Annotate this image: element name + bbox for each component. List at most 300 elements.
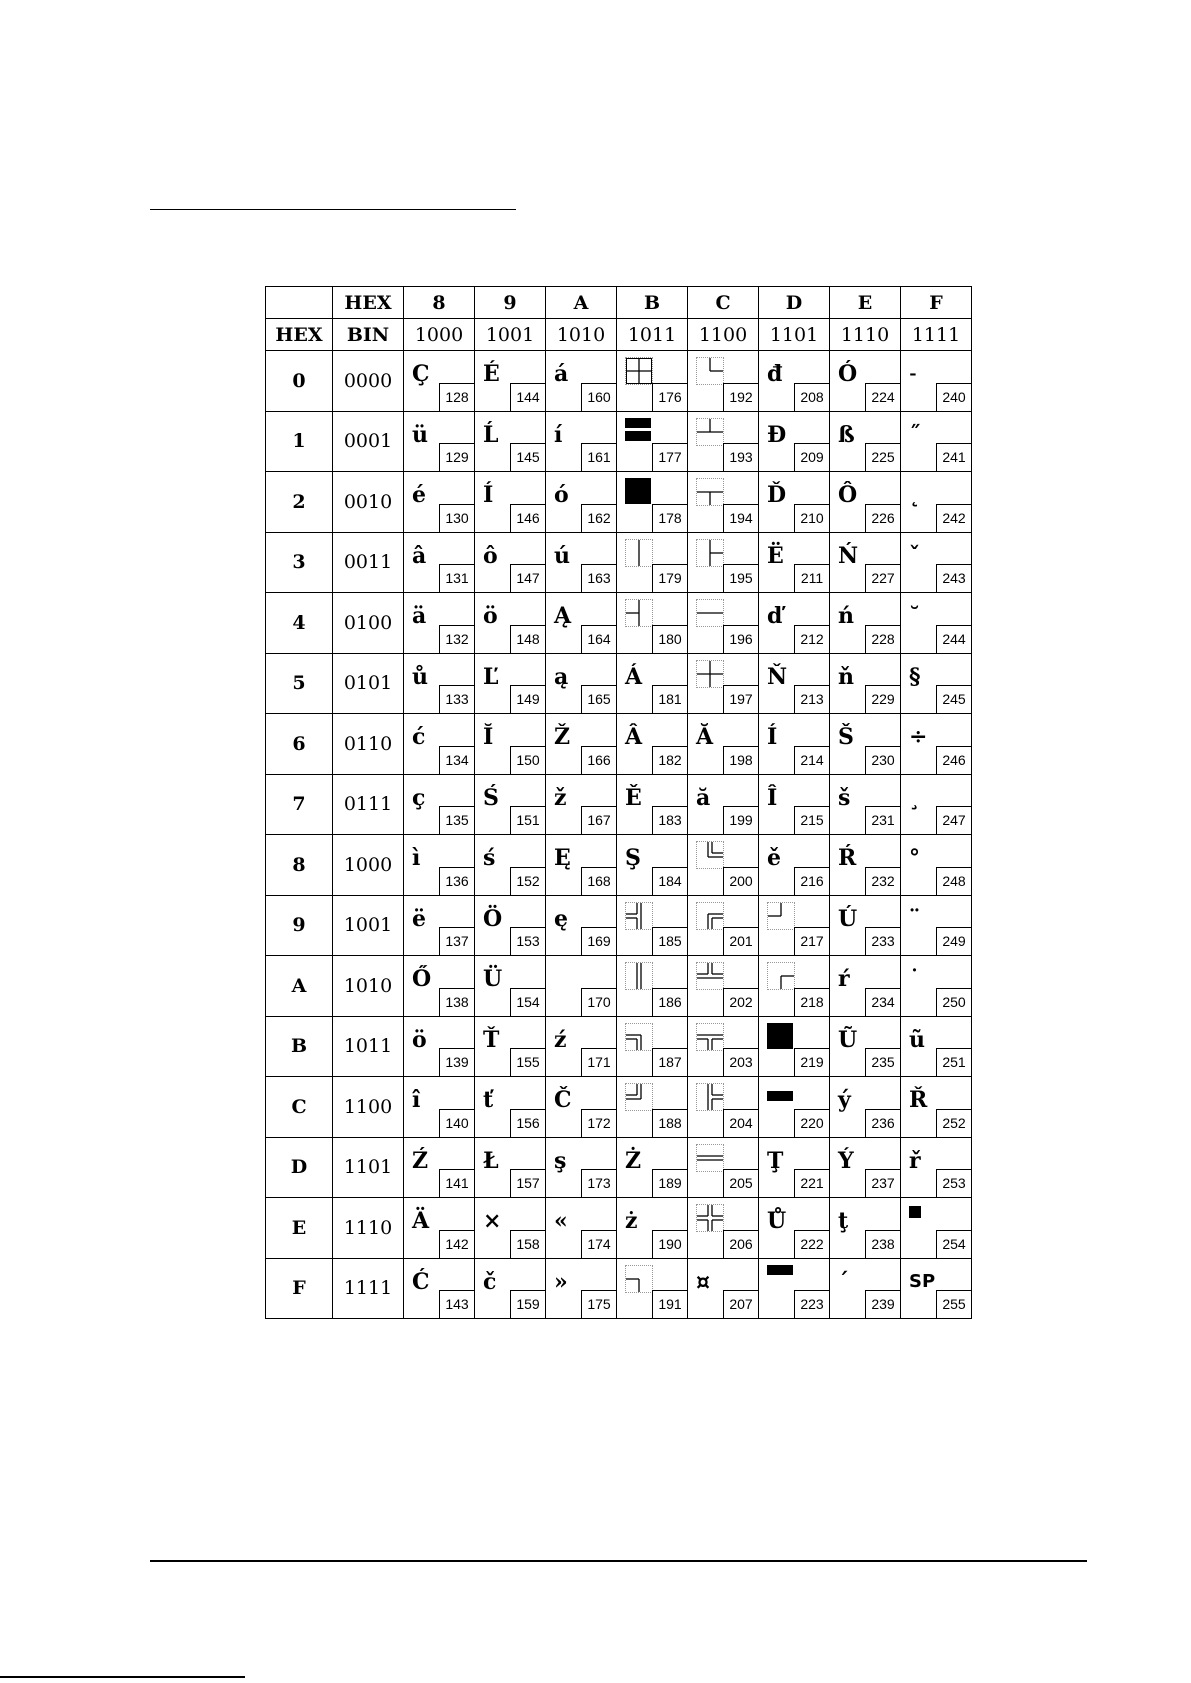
box-cross-icon xyxy=(625,357,653,385)
char-code: 169 xyxy=(581,927,616,955)
char-cell xyxy=(759,532,830,593)
char-code: 147 xyxy=(510,564,545,592)
char-cell xyxy=(404,1198,475,1259)
char-code: 214 xyxy=(794,746,829,774)
char-code: 130 xyxy=(439,504,474,532)
char-cell xyxy=(901,774,972,835)
row-header-hex: 7 xyxy=(266,774,333,835)
char-glyph: ś xyxy=(483,845,496,871)
row-header-hex: E xyxy=(266,1198,333,1259)
char-code: 157 xyxy=(510,1169,545,1197)
char-code: 218 xyxy=(794,988,829,1016)
row-header-hex: 5 xyxy=(266,653,333,714)
char-glyph: ô xyxy=(483,542,498,569)
row-header-hex: 3 xyxy=(266,532,333,593)
char-cell xyxy=(617,1137,688,1198)
char-code: 249 xyxy=(936,927,971,955)
char-cell xyxy=(901,593,972,654)
char-cell xyxy=(546,653,617,714)
bottom-rule xyxy=(150,1560,1087,1562)
char-cell xyxy=(901,532,972,593)
char-cell xyxy=(688,714,759,775)
char-code: 245 xyxy=(936,685,971,713)
char-code: 184 xyxy=(652,867,687,895)
char-code: 242 xyxy=(936,504,971,532)
char-glyph: Ě xyxy=(625,784,642,811)
char-code: 145 xyxy=(510,443,545,471)
char-glyph: ž xyxy=(554,784,567,811)
char-cell xyxy=(617,835,688,896)
char-glyph: SP xyxy=(909,1270,936,1292)
char-cell xyxy=(617,895,688,956)
char-glyph: ż xyxy=(625,1208,638,1234)
char-code: 167 xyxy=(581,806,616,834)
char-code: 179 xyxy=(652,564,687,592)
char-cell xyxy=(404,1016,475,1077)
char-glyph: Ŕ xyxy=(838,845,857,871)
char-code: 175 xyxy=(581,1290,616,1318)
table-row xyxy=(266,956,972,1017)
char-cell xyxy=(759,895,830,956)
char-glyph: Ü xyxy=(483,966,503,992)
block-full-icon xyxy=(625,478,651,504)
box-cross-small-icon xyxy=(696,660,724,688)
char-glyph: ě xyxy=(767,845,781,871)
char-code: 240 xyxy=(936,383,971,411)
char-code: 171 xyxy=(581,1048,616,1076)
row-header-bin: 1100 xyxy=(333,1077,404,1138)
char-code: 193 xyxy=(723,443,758,471)
char-glyph: Ł xyxy=(483,1147,499,1174)
char-cell xyxy=(546,593,617,654)
table-row xyxy=(266,774,972,835)
char-code: 192 xyxy=(723,383,758,411)
char-code: 144 xyxy=(510,383,545,411)
char-code: 190 xyxy=(652,1230,687,1258)
char-code: 165 xyxy=(581,685,616,713)
char-glyph: š xyxy=(838,784,851,811)
char-cell xyxy=(404,653,475,714)
box-double-vertical-icon xyxy=(625,962,653,990)
char-glyph: ũ xyxy=(909,1026,925,1053)
char-code: 174 xyxy=(581,1230,616,1258)
char-cell xyxy=(759,1258,830,1319)
char-cell xyxy=(759,714,830,775)
row-header-hex: 2 xyxy=(266,472,333,533)
hex-header: HEX xyxy=(333,287,404,319)
box-double-tee-down-icon xyxy=(696,1023,724,1051)
char-cell xyxy=(830,411,901,472)
char-glyph: Ő xyxy=(412,966,432,992)
char-glyph: Î xyxy=(767,784,778,811)
corner-cell xyxy=(266,287,333,319)
char-cell xyxy=(475,774,546,835)
char-glyph: ů xyxy=(412,663,428,690)
char-glyph: ¸ xyxy=(909,784,920,811)
box-double-corner-tr-icon xyxy=(625,1023,653,1051)
char-code: 200 xyxy=(723,867,758,895)
char-cell xyxy=(688,1198,759,1259)
box-tee-up-icon xyxy=(696,418,724,446)
char-cell xyxy=(830,895,901,956)
char-cell xyxy=(617,774,688,835)
block-large-icon xyxy=(767,1023,793,1049)
char-cell xyxy=(759,593,830,654)
char-glyph: ç xyxy=(412,784,426,811)
char-glyph: Ó xyxy=(838,361,858,387)
char-code: 154 xyxy=(510,988,545,1016)
char-cell xyxy=(546,532,617,593)
char-code: 133 xyxy=(439,685,474,713)
char-code: 223 xyxy=(794,1290,829,1318)
char-cell xyxy=(688,1077,759,1138)
box-vertical-icon xyxy=(625,539,653,567)
char-code: 229 xyxy=(865,685,900,713)
char-code: 238 xyxy=(865,1230,900,1258)
box-double-corner-bl-icon xyxy=(696,841,724,869)
row-header-bin: 1010 xyxy=(333,956,404,1017)
char-code: 204 xyxy=(723,1109,758,1137)
char-glyph: « xyxy=(554,1208,568,1234)
char-code: 255 xyxy=(936,1290,971,1318)
row-header-bin: 0110 xyxy=(333,714,404,775)
char-code: 159 xyxy=(510,1290,545,1318)
char-code: 173 xyxy=(581,1169,616,1197)
char-cell xyxy=(617,653,688,714)
char-cell xyxy=(404,956,475,1017)
char-glyph: ń xyxy=(838,603,854,629)
char-cell xyxy=(830,653,901,714)
char-code: 128 xyxy=(439,383,474,411)
char-code: 212 xyxy=(794,625,829,653)
char-cell xyxy=(759,411,830,472)
char-cell xyxy=(404,411,475,472)
char-glyph: Ť xyxy=(483,1026,500,1053)
char-code: 236 xyxy=(865,1109,900,1137)
char-cell xyxy=(688,895,759,956)
char-code: 202 xyxy=(723,988,758,1016)
char-cell xyxy=(901,895,972,956)
char-code: 166 xyxy=(581,746,616,774)
row-header-hex: 0 xyxy=(266,351,333,412)
char-code: 176 xyxy=(652,383,687,411)
char-code: 189 xyxy=(652,1169,687,1197)
row-header-bin: 1001 xyxy=(333,895,404,956)
char-code: 248 xyxy=(936,867,971,895)
char-glyph: ˇ xyxy=(909,542,920,569)
char-cell xyxy=(617,956,688,1017)
block-upper-icon xyxy=(767,1265,793,1291)
char-cell xyxy=(901,1258,972,1319)
char-glyph: ü xyxy=(412,421,428,448)
char-cell xyxy=(901,1016,972,1077)
char-glyph: ş xyxy=(554,1147,567,1174)
table-row xyxy=(266,895,972,956)
char-cell xyxy=(901,1077,972,1138)
char-glyph: Ý xyxy=(838,1147,854,1174)
char-cell xyxy=(759,1137,830,1198)
char-glyph: Â xyxy=(625,724,643,750)
char-glyph: Ć xyxy=(412,1268,430,1295)
char-cell xyxy=(404,532,475,593)
row-header-hex: C xyxy=(266,1077,333,1138)
char-cell xyxy=(475,895,546,956)
char-code: 221 xyxy=(794,1169,829,1197)
char-glyph: ö xyxy=(412,1026,427,1053)
row-header-hex: 8 xyxy=(266,835,333,896)
char-code: 151 xyxy=(510,806,545,834)
char-code: 187 xyxy=(652,1048,687,1076)
col-header-bin: 1010 xyxy=(546,319,617,351)
col-header-bin: 1111 xyxy=(901,319,972,351)
char-glyph: ´ xyxy=(838,1268,849,1295)
char-cell xyxy=(830,835,901,896)
char-code: 241 xyxy=(936,443,971,471)
char-glyph: Ú xyxy=(838,905,858,932)
char-glyph: É xyxy=(483,361,500,387)
char-code: 230 xyxy=(865,746,900,774)
row-header-bin: 0101 xyxy=(333,653,404,714)
char-glyph: Ĺ xyxy=(483,421,499,448)
char-cell xyxy=(759,1198,830,1259)
char-cell xyxy=(901,1198,972,1259)
char-code: 142 xyxy=(439,1230,474,1258)
col-header-hex: A xyxy=(546,287,617,319)
char-glyph: ˛ xyxy=(909,482,920,508)
char-glyph: ˘ xyxy=(909,603,920,629)
char-cell xyxy=(617,351,688,412)
char-cell xyxy=(901,472,972,533)
char-cell xyxy=(475,1258,546,1319)
char-glyph: Ů xyxy=(767,1208,787,1234)
char-code: 191 xyxy=(652,1290,687,1318)
char-cell xyxy=(759,774,830,835)
char-glyph: Ö xyxy=(483,905,503,932)
row-header-hex: 1 xyxy=(266,411,333,472)
header-row-hex xyxy=(266,287,972,319)
char-cell xyxy=(688,411,759,472)
char-code: 233 xyxy=(865,927,900,955)
char-code: 146 xyxy=(510,504,545,532)
col-header-hex: B xyxy=(617,287,688,319)
char-code: 164 xyxy=(581,625,616,653)
char-cell xyxy=(475,1198,546,1259)
char-cell xyxy=(475,351,546,412)
char-cell xyxy=(830,956,901,1017)
char-cell xyxy=(688,472,759,533)
char-cell xyxy=(546,895,617,956)
char-code: 132 xyxy=(439,625,474,653)
char-code: 160 xyxy=(581,383,616,411)
char-glyph: Ą xyxy=(554,603,572,629)
char-code: 234 xyxy=(865,988,900,1016)
char-glyph: Ô xyxy=(838,482,858,508)
char-glyph: Ř xyxy=(909,1087,928,1113)
char-glyph: í xyxy=(554,421,563,448)
char-code: 183 xyxy=(652,806,687,834)
char-cell xyxy=(404,1258,475,1319)
col-header-hex: C xyxy=(688,287,759,319)
table-row xyxy=(266,532,972,593)
char-glyph: » xyxy=(554,1268,568,1295)
char-code: 180 xyxy=(652,625,687,653)
char-glyph: § xyxy=(909,663,921,690)
col-header-bin: 1011 xyxy=(617,319,688,351)
char-code: 134 xyxy=(439,746,474,774)
char-cell xyxy=(546,956,617,1017)
char-glyph: ą xyxy=(554,663,569,690)
char-code: 252 xyxy=(936,1109,971,1137)
row-header-bin: 0000 xyxy=(333,351,404,412)
char-cell xyxy=(617,714,688,775)
char-glyph: ť xyxy=(483,1087,494,1113)
table-row xyxy=(266,411,972,472)
char-code: 129 xyxy=(439,443,474,471)
char-code: 217 xyxy=(794,927,829,955)
char-glyph: Đ xyxy=(767,421,787,448)
char-cell xyxy=(901,351,972,412)
char-glyph: Á xyxy=(625,663,643,690)
char-glyph: Ń xyxy=(838,542,859,569)
table-row xyxy=(266,1258,972,1319)
char-glyph: á xyxy=(554,361,569,387)
char-cell xyxy=(546,472,617,533)
char-cell xyxy=(830,532,901,593)
char-glyph: ¨ xyxy=(909,905,920,932)
table-row xyxy=(266,593,972,654)
char-cell xyxy=(617,472,688,533)
char-code: 163 xyxy=(581,564,616,592)
char-code: 188 xyxy=(652,1109,687,1137)
char-code: 140 xyxy=(439,1109,474,1137)
char-cell xyxy=(475,1137,546,1198)
char-cell xyxy=(546,1258,617,1319)
char-cell xyxy=(617,1198,688,1259)
char-code: 239 xyxy=(865,1290,900,1318)
char-cell xyxy=(759,653,830,714)
table-row xyxy=(266,835,972,896)
char-cell xyxy=(901,714,972,775)
char-cell xyxy=(404,1077,475,1138)
char-glyph: Ţ xyxy=(767,1147,784,1174)
char-code: 138 xyxy=(439,988,474,1016)
char-cell xyxy=(404,593,475,654)
char-glyph: Ľ xyxy=(483,663,499,690)
char-cell xyxy=(830,1198,901,1259)
box-tee-right-icon xyxy=(696,539,724,567)
col-header-bin: 1000 xyxy=(404,319,475,351)
char-cell xyxy=(475,653,546,714)
char-code: 152 xyxy=(510,867,545,895)
char-glyph: ý xyxy=(838,1087,851,1113)
char-glyph: ă xyxy=(696,784,711,811)
char-cell xyxy=(475,1077,546,1138)
char-code: 220 xyxy=(794,1109,829,1137)
char-cell xyxy=(546,351,617,412)
char-cell xyxy=(617,1077,688,1138)
char-glyph: Í xyxy=(483,482,494,508)
char-glyph: Ę xyxy=(554,845,571,871)
char-glyph: ć xyxy=(412,724,426,750)
char-code: 137 xyxy=(439,927,474,955)
char-code: 232 xyxy=(865,867,900,895)
char-code: 194 xyxy=(723,504,758,532)
hex-row-header: HEX xyxy=(266,319,333,351)
char-code: 139 xyxy=(439,1048,474,1076)
char-code: 247 xyxy=(936,806,971,834)
char-glyph: Č xyxy=(554,1087,572,1113)
char-code: 199 xyxy=(723,806,758,834)
char-cell xyxy=(759,351,830,412)
row-header-bin: 1101 xyxy=(333,1137,404,1198)
char-glyph: â xyxy=(412,542,427,569)
char-code: 153 xyxy=(510,927,545,955)
char-glyph: č xyxy=(483,1268,497,1295)
char-cell xyxy=(901,835,972,896)
row-header-bin: 1111 xyxy=(333,1258,404,1319)
char-code: 225 xyxy=(865,443,900,471)
block-lower-icon xyxy=(767,1083,793,1109)
char-cell xyxy=(475,714,546,775)
char-cell xyxy=(546,1016,617,1077)
char-code: 143 xyxy=(439,1290,474,1318)
char-code: 219 xyxy=(794,1048,829,1076)
char-glyph: Š xyxy=(838,724,854,750)
box-double-horizontal-icon xyxy=(696,1144,724,1172)
row-header-hex: 4 xyxy=(266,593,333,654)
char-cell xyxy=(830,1258,901,1319)
char-code: 172 xyxy=(581,1109,616,1137)
col-header-bin: 1100 xyxy=(688,319,759,351)
row-header-bin: 1110 xyxy=(333,1198,404,1259)
char-glyph: ˙ xyxy=(909,966,920,992)
char-cell xyxy=(546,1198,617,1259)
char-glyph: ř xyxy=(909,1147,921,1174)
char-code: 228 xyxy=(865,625,900,653)
char-code: 231 xyxy=(865,806,900,834)
square-icon xyxy=(909,1204,935,1230)
char-code: 215 xyxy=(794,806,829,834)
char-cell xyxy=(617,593,688,654)
char-code: 185 xyxy=(652,927,687,955)
row-header-hex: F xyxy=(266,1258,333,1319)
char-code: 210 xyxy=(794,504,829,532)
char-cell xyxy=(404,895,475,956)
char-code: 250 xyxy=(936,988,971,1016)
char-code: 170 xyxy=(581,988,616,1016)
char-code: 208 xyxy=(794,383,829,411)
char-code: 161 xyxy=(581,443,616,471)
char-glyph: ˗ xyxy=(909,361,918,387)
char-code: 213 xyxy=(794,685,829,713)
char-cell xyxy=(475,835,546,896)
char-glyph: ° xyxy=(909,845,920,871)
block-half-icon xyxy=(625,418,651,444)
box-corner-tl-icon xyxy=(767,962,795,990)
char-cell xyxy=(830,1016,901,1077)
char-cell xyxy=(901,653,972,714)
char-cell xyxy=(546,1137,617,1198)
char-glyph: Ś xyxy=(483,784,499,811)
box-double-tee-right-icon xyxy=(696,1083,724,1111)
col-header-hex: E xyxy=(830,287,901,319)
col-header-bin: 1110 xyxy=(830,319,901,351)
char-glyph: é xyxy=(412,482,426,508)
char-code: 227 xyxy=(865,564,900,592)
char-cell xyxy=(617,411,688,472)
box-double-tee-up-icon xyxy=(696,962,724,990)
row-header-bin: 1011 xyxy=(333,1016,404,1077)
